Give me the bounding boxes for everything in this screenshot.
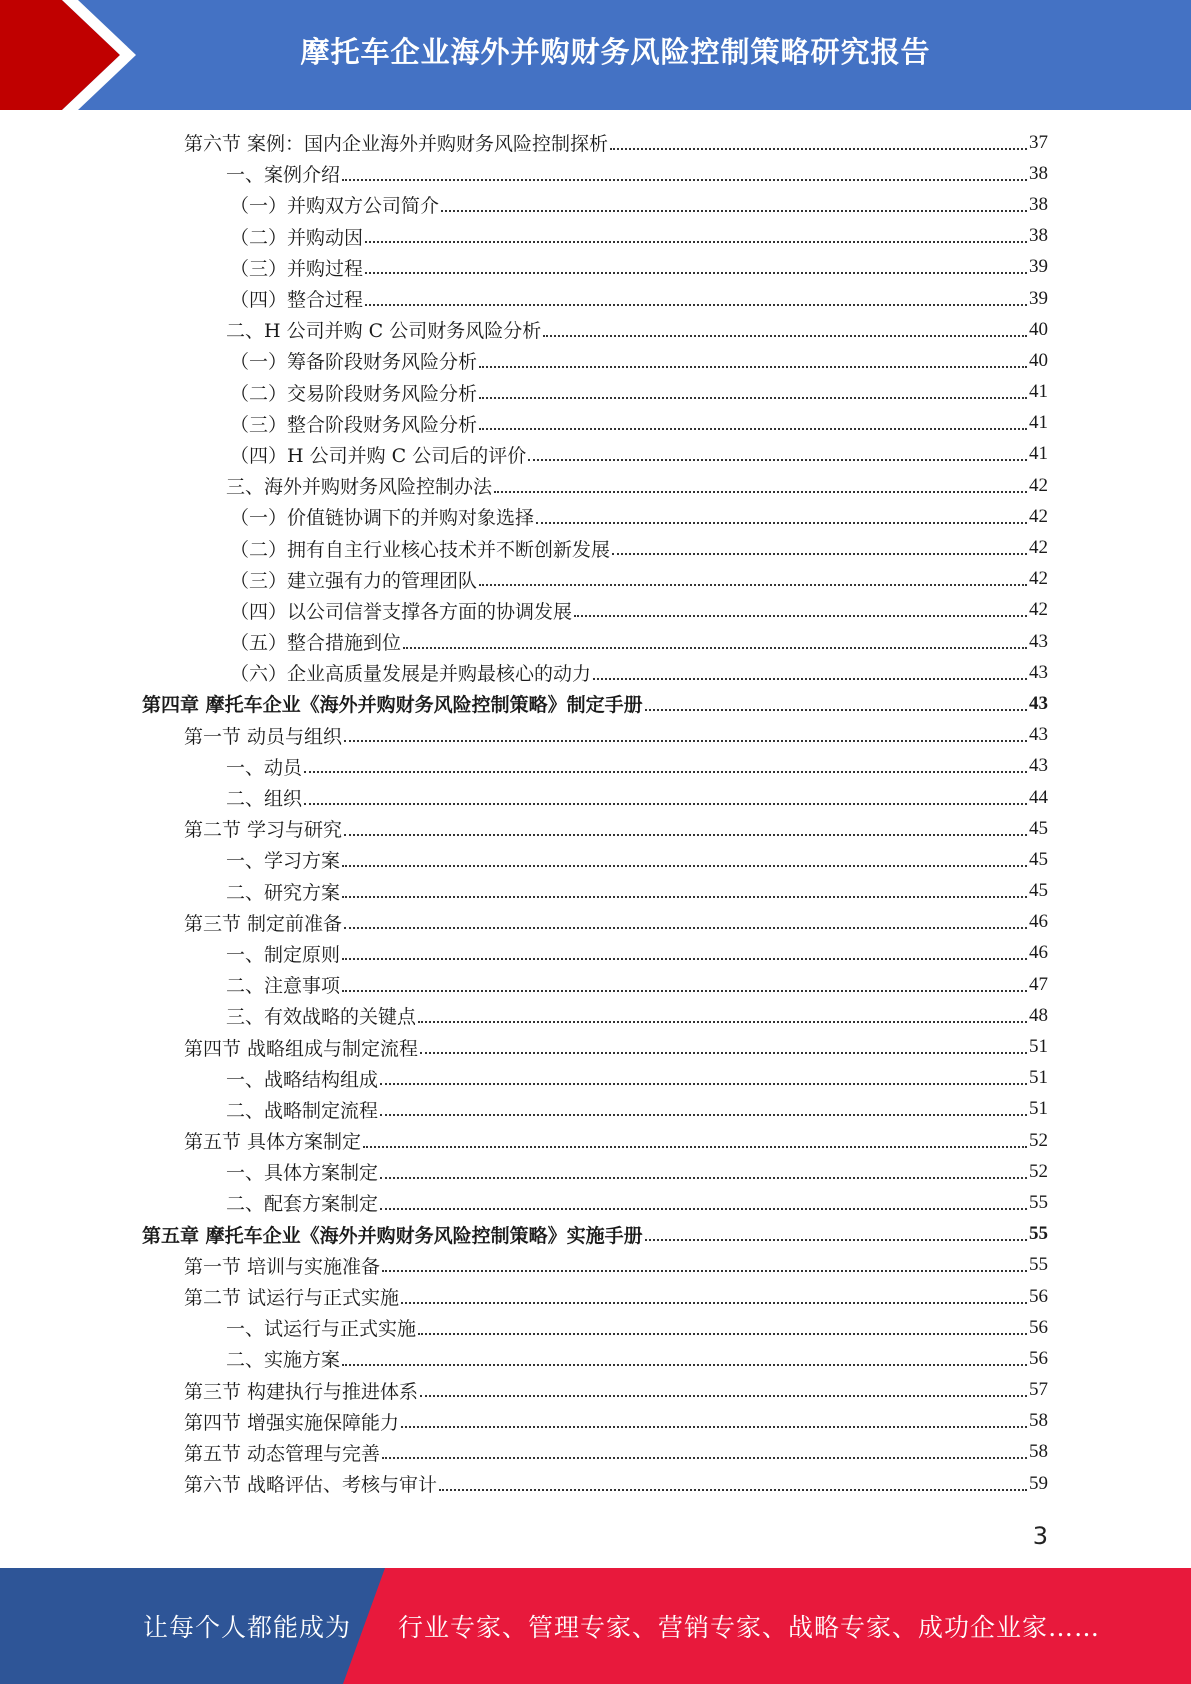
toc-dot-leader: [380, 1208, 1027, 1210]
toc-entry-title: 第三节 制定前准备: [184, 912, 343, 935]
toc-entry-title: 一、战略结构组成: [226, 1068, 379, 1091]
toc-dot-leader: [344, 740, 1027, 742]
toc-entry-title: 二、注意事项: [226, 975, 341, 998]
toc-entry[interactable]: [0, 1063, 1048, 1094]
toc-entry[interactable]: [0, 1094, 1048, 1125]
toc-dot-leader: [612, 553, 1027, 555]
toc-dot-leader: [342, 1364, 1027, 1366]
toc-entry-page: 55: [1029, 1191, 1048, 1213]
toc-dot-leader: [380, 1114, 1027, 1116]
toc-entry-page: 55: [1029, 1223, 1048, 1245]
toc-entry-title: （四）整合过程: [230, 289, 364, 312]
toc-entry-page: 38: [1029, 193, 1048, 215]
toc-entry[interactable]: [0, 501, 1048, 532]
toc-dot-leader: [543, 335, 1027, 337]
toc-entry-title: 第五章 摩托车企业《海外并购财务风险控制策略》实施手册: [142, 1224, 643, 1247]
toc-entry[interactable]: [0, 1406, 1048, 1437]
toc-dot-leader: [528, 459, 1027, 461]
toc-entry-page: 42: [1029, 505, 1048, 527]
toc-entry-page: 46: [1029, 911, 1048, 933]
toc-entry-title: 一、案例介绍: [226, 164, 341, 187]
toc-entry-page: 42: [1029, 474, 1048, 496]
toc-entry[interactable]: [0, 782, 1048, 813]
toc-entry[interactable]: [0, 751, 1048, 782]
toc-entry-title: 一、试运行与正式实施: [226, 1318, 417, 1341]
toc-entry-title: （四）以公司信誉支撑各方面的协调发展: [230, 600, 573, 623]
toc-dot-leader: [342, 865, 1027, 867]
toc-dot-leader: [344, 834, 1027, 836]
toc-entry[interactable]: [0, 1219, 1048, 1250]
toc-entry-page: 41: [1029, 412, 1048, 434]
toc-entry[interactable]: [0, 1375, 1048, 1406]
toc-dot-leader: [344, 927, 1027, 929]
toc-dot-leader: [479, 428, 1027, 430]
toc-entry-title: （五）整合措施到位: [230, 632, 402, 655]
toc-dot-leader: [479, 397, 1027, 399]
toc-dot-leader: [574, 615, 1027, 617]
toc-entry-page: 43: [1029, 692, 1048, 714]
toc-entry-page: 52: [1029, 1160, 1048, 1182]
report-title: 摩托车企业海外并购财务风险控制策略研究报告: [300, 34, 931, 69]
toc-entry-title: （四）H 公司并购 C 公司后的评价: [230, 444, 527, 467]
toc-entry[interactable]: [0, 876, 1048, 907]
footer-slogan-right: 行业专家、管理专家、营销专家、战略专家、成功企业家……: [398, 1613, 1101, 1642]
toc-dot-leader: [304, 803, 1027, 805]
toc-dot-leader: [401, 1426, 1027, 1428]
toc-entry-page: 44: [1029, 786, 1048, 808]
toc-entry-page: 58: [1029, 1441, 1048, 1463]
toc-entry-page: 40: [1029, 318, 1048, 340]
toc-entry[interactable]: [0, 189, 1048, 220]
toc-entry-page: 56: [1029, 1285, 1048, 1307]
toc-entry[interactable]: [0, 1156, 1048, 1187]
toc-entry-title: 一、制定原则: [226, 943, 341, 966]
toc-entry[interactable]: [0, 377, 1048, 408]
toc-entry-title: （一）价值链协调下的并购对象选择: [230, 507, 535, 530]
toc-entry-title: 二、H 公司并购 C 公司财务风险分析: [226, 320, 542, 343]
toc-entry-page: 43: [1029, 755, 1048, 777]
toc-dot-leader: [365, 272, 1027, 274]
page-header: [0, 0, 1191, 110]
toc-entry-title: （三）整合阶段财务风险分析: [230, 413, 478, 436]
toc-entry-page: 37: [1029, 131, 1048, 153]
toc-entry[interactable]: [0, 969, 1048, 1000]
footer-slogan-left: 让每个人都能成为: [143, 1613, 352, 1642]
toc-entry[interactable]: [0, 439, 1048, 470]
toc-dot-leader: [420, 1052, 1027, 1054]
toc-entry[interactable]: [0, 844, 1048, 875]
toc-dot-leader: [304, 771, 1027, 773]
toc-entry[interactable]: [0, 626, 1048, 657]
toc-entry-title: 第一节 动员与组织: [184, 725, 343, 748]
toc-entry-title: （一）并购双方公司简介: [230, 195, 440, 218]
toc-entry-title: 一、具体方案制定: [226, 1162, 379, 1185]
toc-dot-leader: [420, 1395, 1027, 1397]
toc-dot-leader: [645, 709, 1027, 711]
toc-entry-page: 45: [1029, 817, 1048, 839]
toc-entry-title: 三、海外并购财务风险控制办法: [226, 476, 493, 499]
toc-entry-title: 一、学习方案: [226, 850, 341, 873]
toc-dot-leader: [342, 958, 1027, 960]
toc-entry[interactable]: [0, 408, 1048, 439]
toc-entry[interactable]: [0, 595, 1048, 626]
toc-dot-leader: [403, 647, 1027, 649]
toc-entry-page: 56: [1029, 1316, 1048, 1338]
toc-entry[interactable]: [0, 1281, 1048, 1312]
toc-dot-leader: [365, 241, 1027, 243]
page-footer: [0, 1568, 1191, 1684]
toc-entry-page: 51: [1029, 1067, 1048, 1089]
toc-entry-page: 51: [1029, 1098, 1048, 1120]
toc-entry-page: 43: [1029, 630, 1048, 652]
toc-entry[interactable]: [0, 127, 1048, 158]
toc-entry-page: 39: [1029, 256, 1048, 278]
toc-entry[interactable]: [0, 252, 1048, 283]
toc-entry[interactable]: [0, 1312, 1048, 1343]
toc-entry-page: 38: [1029, 225, 1048, 247]
toc-entry-title: （二）拥有自主行业核心技术并不断创新发展: [230, 538, 611, 561]
toc-entry[interactable]: [0, 907, 1048, 938]
toc-entry-page: 41: [1029, 381, 1048, 403]
toc-dot-leader: [401, 1302, 1027, 1304]
toc-dot-leader: [380, 1177, 1027, 1179]
page-number: 3: [1032, 1522, 1048, 1550]
toc-entry-title: 第二节 试运行与正式实施: [184, 1287, 400, 1310]
toc-dot-leader: [645, 1239, 1027, 1241]
toc-dot-leader: [479, 584, 1027, 586]
toc-entry-title: 一、动员: [226, 756, 303, 779]
toc-entry-title: 第五节 动态管理与完善: [184, 1442, 381, 1465]
toc-entry-page: 56: [1029, 1347, 1048, 1369]
toc-dot-leader: [479, 366, 1027, 368]
toc-entry[interactable]: [0, 1343, 1048, 1374]
toc-entry[interactable]: [0, 314, 1048, 345]
toc-dot-leader: [363, 1146, 1027, 1148]
toc-dot-leader: [342, 179, 1027, 181]
toc-entry-page: 55: [1029, 1254, 1048, 1276]
toc-entry-title: 第二节 学习与研究: [184, 819, 343, 842]
toc-entry-page: 39: [1029, 287, 1048, 309]
toc-entry-title: 第六节 案例：国内企业海外并购财务风险控制探析: [184, 133, 609, 156]
toc-entry-title: 二、实施方案: [226, 1349, 341, 1372]
toc-entry-page: 43: [1029, 661, 1048, 683]
toc-entry[interactable]: [0, 1187, 1048, 1218]
toc-entry-title: 第四节 增强实施保障能力: [184, 1411, 400, 1434]
toc-entry[interactable]: [0, 158, 1048, 189]
toc-dot-leader: [439, 1489, 1027, 1491]
toc-entry-title: 三、有效战略的关键点: [226, 1006, 417, 1029]
toc-entry[interactable]: [0, 1437, 1048, 1468]
toc-entry[interactable]: [0, 345, 1048, 376]
toc-entry-page: 43: [1029, 724, 1048, 746]
toc-entry-title: 第五节 具体方案制定: [184, 1131, 362, 1154]
toc-dot-leader: [382, 1457, 1027, 1459]
toc-entry-page: 59: [1029, 1472, 1048, 1494]
toc-dot-leader: [342, 896, 1027, 898]
toc-entry-page: 58: [1029, 1410, 1048, 1432]
toc-entry-page: 47: [1029, 973, 1048, 995]
toc-dot-leader: [380, 1083, 1027, 1085]
toc-dot-leader: [365, 304, 1027, 306]
toc-entry[interactable]: [0, 470, 1048, 501]
toc-entry[interactable]: [0, 813, 1048, 844]
toc-entry-title: （三）建立强有力的管理团队: [230, 569, 478, 592]
toc-entry[interactable]: [0, 1000, 1048, 1031]
toc-entry-title: 二、配套方案制定: [226, 1193, 379, 1216]
toc-entry-page: 52: [1029, 1129, 1048, 1151]
toc-dot-leader: [593, 678, 1027, 680]
toc-entry[interactable]: [0, 1125, 1048, 1156]
toc-entry-page: 51: [1029, 1036, 1048, 1058]
toc-entry-page: 45: [1029, 848, 1048, 870]
toc-entry-title: 二、组织: [226, 788, 303, 811]
table-of-contents: [0, 127, 1191, 1499]
toc-entry[interactable]: [0, 1468, 1048, 1499]
toc-entry-title: 第一节 培训与实施准备: [184, 1255, 381, 1278]
toc-entry-page: 48: [1029, 1004, 1048, 1026]
toc-entry[interactable]: [0, 720, 1048, 751]
toc-dot-leader: [494, 491, 1027, 493]
toc-entry-title: （二）交易阶段财务风险分析: [230, 382, 478, 405]
toc-entry-title: （三）并购过程: [230, 257, 364, 280]
toc-entry-page: 40: [1029, 349, 1048, 371]
toc-entry[interactable]: [0, 657, 1048, 688]
toc-entry-page: 38: [1029, 162, 1048, 184]
toc-entry[interactable]: [0, 938, 1048, 969]
toc-entry-title: 二、研究方案: [226, 881, 341, 904]
toc-entry-page: 45: [1029, 880, 1048, 902]
toc-entry-title: （六）企业高质量发展是并购最核心的动力: [230, 663, 592, 686]
toc-dot-leader: [342, 990, 1027, 992]
toc-dot-leader: [418, 1021, 1027, 1023]
toc-entry-page: 42: [1029, 568, 1048, 590]
toc-entry[interactable]: [0, 688, 1048, 719]
toc-entry-page: 41: [1029, 443, 1048, 465]
toc-entry-page: 57: [1029, 1379, 1048, 1401]
toc-entry-title: （一）筹备阶段财务风险分析: [230, 351, 478, 374]
toc-entry-title: 第四章 摩托车企业《海外并购财务风险控制策略》制定手册: [142, 694, 643, 717]
toc-entry-page: 42: [1029, 599, 1048, 621]
toc-entry-page: 46: [1029, 942, 1048, 964]
toc-entry[interactable]: [0, 532, 1048, 563]
toc-entry[interactable]: [0, 564, 1048, 595]
toc-entry-title: 第六节 战略评估、考核与审计: [184, 1474, 438, 1497]
toc-dot-leader: [536, 522, 1027, 524]
toc-entry[interactable]: [0, 221, 1048, 252]
toc-entry[interactable]: [0, 1031, 1048, 1062]
toc-entry-title: 二、战略制定流程: [226, 1099, 379, 1122]
toc-entry-page: 42: [1029, 537, 1048, 559]
toc-dot-leader: [418, 1333, 1027, 1335]
toc-dot-leader: [382, 1270, 1027, 1272]
toc-entry-title: 第四节 战略组成与制定流程: [184, 1037, 419, 1060]
toc-dot-leader: [610, 148, 1027, 150]
toc-entry-title: （二）并购动因: [230, 226, 364, 249]
toc-entry[interactable]: [0, 283, 1048, 314]
toc-entry[interactable]: [0, 1250, 1048, 1281]
toc-entry-title: 第三节 构建执行与推进体系: [184, 1380, 419, 1403]
toc-dot-leader: [441, 210, 1027, 212]
